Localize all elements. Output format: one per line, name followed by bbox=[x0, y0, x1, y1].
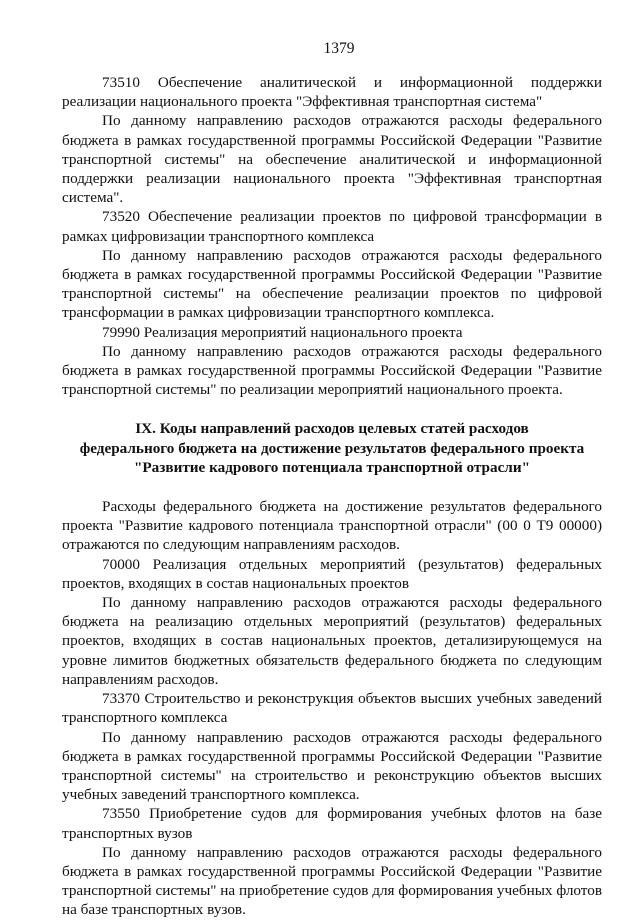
section-heading-line-2: федерального бюджета на достижение результатов федерального проекта bbox=[79, 439, 585, 457]
section-heading-line-3: "Развитие кадрового потенциала транспортной отрасли" bbox=[133, 458, 531, 476]
paragraph-73370-title: 73370 Строительство и реконструкция объектов высших учебных заведений транспортного комплекса bbox=[62, 690, 602, 727]
paragraph-79990-description: По данному направлению расходов отражаются расходы федерального бюджета в рамках государственной программы Российской Федерации "Развитие транспортной системы" по реализации мероприятий национального проекта. bbox=[62, 342, 602, 399]
paragraph-73550-description: По данному направлению расходов отражаются расходы федерального бюджета в рамках государственной программы Российской Федерации "Развитие транспортной системы" на приобретение судов для формирования учебных флотов на базе транспортных вузов. bbox=[62, 843, 602, 919]
paragraph-70000-title: 70000 Реализация отдельных мероприятий (результатов) федеральных проектов, входящих в состав национальных проектов bbox=[62, 555, 602, 592]
top-section bbox=[62, 73, 602, 399]
paragraph-73370-description: По данному направлению расходов отражаются расходы федерального бюджета в рамках государственной программы Российской Федерации "Развитие транспортной системы" на строительство и реконструкцию объектов высших учебных заведений транспортного комплекса. bbox=[62, 728, 602, 804]
paragraph-79990-title: 79990 Реализация мероприятий национального проекта bbox=[102, 323, 463, 341]
bottom-section bbox=[62, 497, 602, 919]
paragraph-73520-title: 73520 Обеспечение реализации проектов по цифровой трансформации в рамках цифровизации транспортного комплекса bbox=[62, 208, 602, 245]
page-number: 1379 bbox=[323, 40, 355, 57]
paragraph-70000-description: По данному направлению расходов отражаются расходы федерального бюджета на реализацию отдельных мероприятий (результатов) федеральных проектов, входящих в состав национальных проектов, детализирующемуся на уровне лимитов бюджетных обязательств федерального бюджета по следующим направлениям расходов. bbox=[62, 594, 602, 688]
paragraph-73550-title: 73550 Приобретение судов для формирования учебных флотов на базе транспортных вузов bbox=[62, 805, 602, 842]
section-heading-line-1: IX. Коды направлений расходов целевых статей расходов bbox=[135, 420, 529, 438]
paragraph-73520-description: По данному направлению расходов отражаются расходы федерального бюджета в рамках государственной программы Российской Федерации "Развитие транспортной системы" на обеспечение реализации проектов по цифровой трансформации в рамках цифровизации транспортного комплекса. bbox=[62, 246, 602, 322]
section-heading bbox=[62, 419, 602, 477]
paragraph-73510-title: 73510 Обеспечение аналитической и информационной поддержки реализации национального проекта "Эффективная транспортная система" bbox=[62, 74, 602, 111]
paragraph-intro: Расходы федерального бюджета на достижение результатов федерального проекта "Развитие кадрового потенциала транспортной отрасли" (00 0 Т9 00000) отражаются по следующим направлениям расходов. bbox=[62, 498, 602, 554]
paragraph-73510-description: По данному направлению расходов отражаются расходы федерального бюджета в рамках государственной программы Российской Федерации "Развитие транспортной системы" на обеспечение аналитической и информационной поддержки реализации национального проекта "Эффективная транспортная система". bbox=[62, 112, 602, 207]
